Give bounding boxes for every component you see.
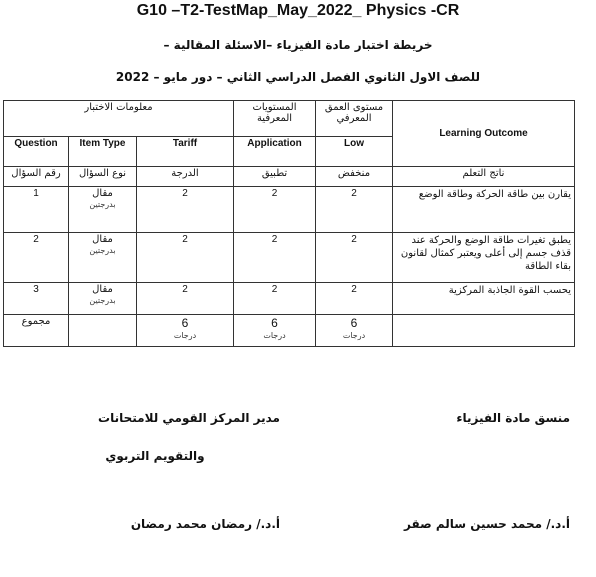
item-type: مقال bbox=[92, 188, 113, 199]
table-row bbox=[4, 233, 575, 283]
group-test-info: معلومات الاختبار bbox=[4, 101, 234, 137]
group-cognitive-levels: المستويات المعرفية bbox=[234, 101, 316, 137]
item-type-sub: بدرجتين bbox=[89, 296, 116, 305]
document-subtitle: خريطة اختبار مادة الفيزياء –الاسئلة المقالية – bbox=[163, 38, 433, 52]
table-arabic-header-row bbox=[4, 167, 575, 187]
learning-outcome: يقارن بين طاقة الحركة وطاقة الوضع bbox=[393, 187, 575, 233]
total-low: 6 bbox=[350, 316, 358, 330]
low-value: 2 bbox=[316, 233, 393, 283]
left-signatory-title: مدير المركز القومي للامتحانات bbox=[98, 411, 280, 425]
group-depth-level: مستوى العمق المعرفي bbox=[316, 101, 393, 137]
header-tariff-ar: الدرجة bbox=[137, 167, 234, 187]
total-low-unit: درجات bbox=[342, 331, 366, 340]
header-application: Application bbox=[234, 137, 316, 167]
header-question: Question bbox=[4, 137, 69, 167]
document-grade-line: للصف الاول الثانوي الفصل الدراسي الثاني – دور مايو – 2022 bbox=[115, 70, 481, 84]
table-total-row bbox=[4, 315, 575, 347]
application-value: 2 bbox=[234, 187, 316, 233]
document-title: G10 –T2-TestMap_May_2022_ Physics -CR bbox=[136, 2, 460, 19]
item-type-cell bbox=[69, 283, 137, 315]
total-tariff-cell bbox=[137, 315, 234, 347]
question-number: 1 bbox=[4, 187, 69, 233]
learning-outcome: يحسب القوة الجاذبة المركزية bbox=[393, 283, 575, 315]
header-learning-outcome-ar: ناتج التعلم bbox=[393, 167, 575, 187]
total-application: 6 bbox=[271, 316, 278, 330]
total-empty-cell bbox=[69, 315, 137, 347]
low-value: 2 bbox=[316, 187, 393, 233]
tariff-value: 2 bbox=[137, 283, 234, 315]
right-signatory-title: منسق مادة الفيزياء bbox=[456, 411, 570, 425]
header-item-type-ar: نوع السؤال bbox=[69, 167, 137, 187]
header-question-ar: رقم السؤال bbox=[4, 167, 69, 187]
total-application-cell bbox=[234, 315, 316, 347]
header-learning-outcome: Learning Outcome bbox=[393, 101, 575, 167]
item-type-sub: بدرجتين bbox=[89, 200, 116, 209]
learning-outcome: يطبق تغيرات طاقة الوضع والحركة عند قذف جسم إلى أعلى ويعتبر كمثال لقانون بقاء الطاقة bbox=[393, 233, 575, 283]
table-row bbox=[4, 283, 575, 315]
header-item-type: Item Type bbox=[69, 137, 137, 167]
table-row bbox=[4, 187, 575, 233]
tariff-value: 2 bbox=[137, 233, 234, 283]
item-type-cell bbox=[69, 233, 137, 283]
test-map-table bbox=[3, 100, 575, 347]
question-number: 2 bbox=[4, 233, 69, 283]
total-label: مجموع bbox=[4, 315, 69, 347]
header-low-ar: منخفض bbox=[316, 167, 393, 187]
total-tariff-unit: درجات bbox=[173, 331, 197, 340]
header-application-ar: تطبيق bbox=[234, 167, 316, 187]
tariff-value: 2 bbox=[137, 187, 234, 233]
item-type-sub: بدرجتين bbox=[89, 246, 116, 255]
header-low: Low bbox=[316, 137, 393, 167]
left-signatory-title-line2: والتقويم التربوي bbox=[105, 449, 205, 463]
table-group-header-row bbox=[4, 101, 575, 137]
application-value: 2 bbox=[234, 233, 316, 283]
item-type: مقال bbox=[92, 234, 113, 245]
item-type-cell bbox=[69, 187, 137, 233]
question-number: 3 bbox=[4, 283, 69, 315]
right-signatory-name: أ.د./ محمد حسين سالم صقر bbox=[403, 517, 570, 531]
header-tariff: Tariff bbox=[137, 137, 234, 167]
total-outcome-empty-cell bbox=[393, 315, 575, 347]
left-signatory-name: أ.د./ رمضان محمد رمضان bbox=[130, 517, 280, 531]
total-tariff: 6 bbox=[181, 316, 189, 330]
total-low-cell bbox=[316, 315, 393, 347]
low-value: 2 bbox=[316, 283, 393, 315]
total-application-unit: درجات bbox=[263, 331, 286, 340]
application-value: 2 bbox=[234, 283, 316, 315]
item-type: مقال bbox=[92, 284, 113, 295]
